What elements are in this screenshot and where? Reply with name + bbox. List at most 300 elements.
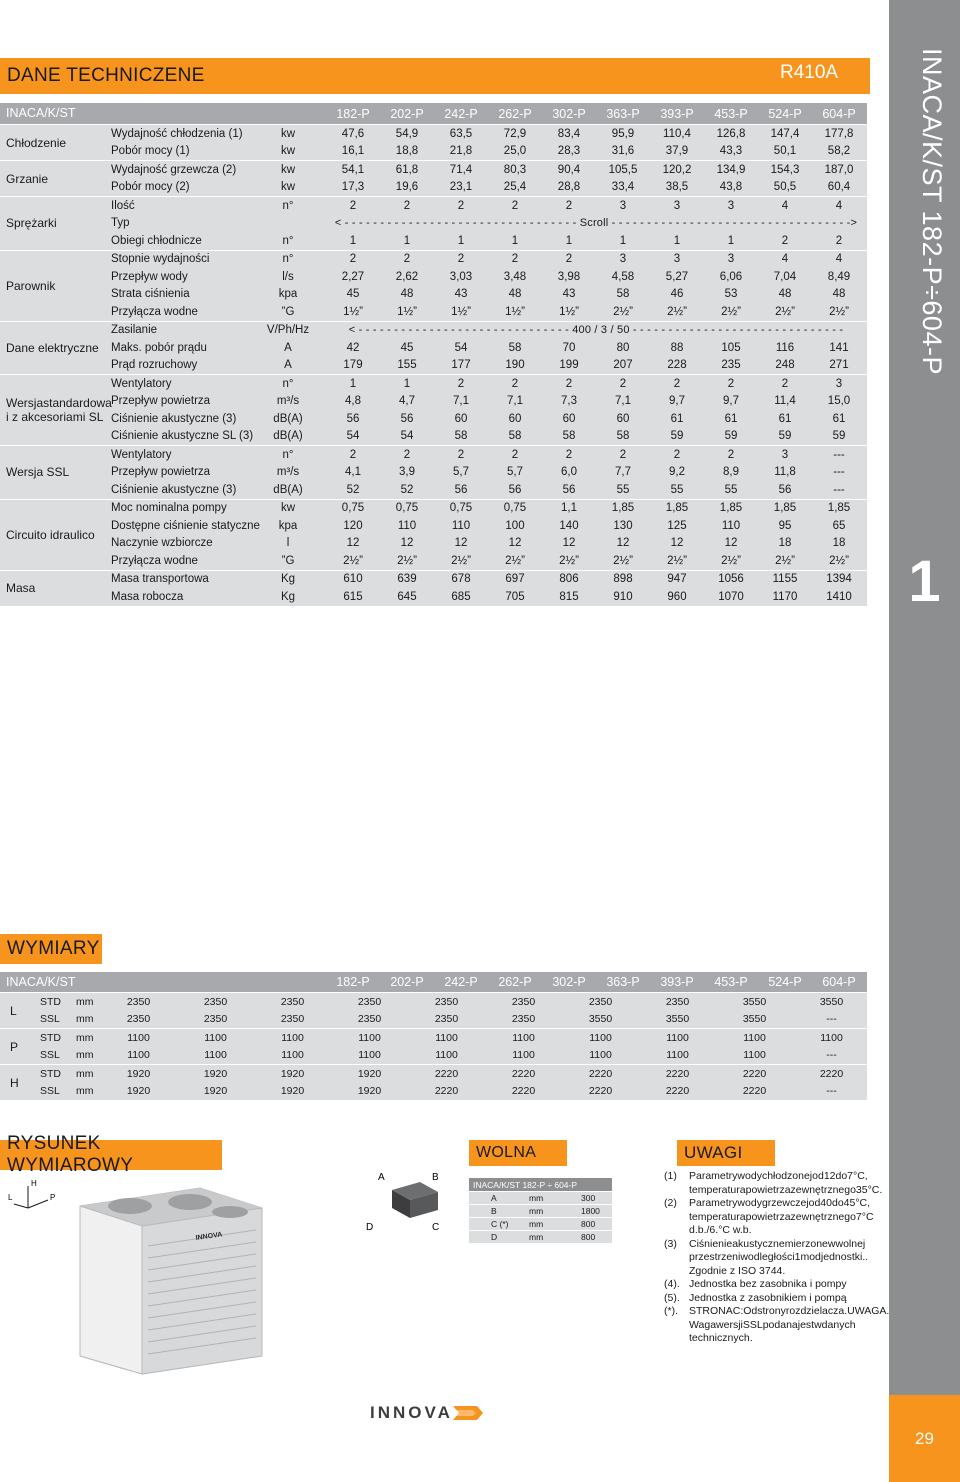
spec-row-unit: l [286, 537, 290, 550]
spec-group [0, 160, 867, 196]
axis-l-label: L [8, 1193, 13, 1202]
spec-cell: 11,8 [774, 466, 796, 479]
dims-model-header: 363-P [606, 975, 640, 989]
page-number: 29 [889, 1395, 960, 1482]
spec-cell: 4 [835, 253, 843, 266]
spec-cell: 2 [349, 448, 357, 461]
spec-row [0, 143, 867, 161]
spec-cell: 4,7 [399, 395, 415, 408]
spec-row-unit: n° [282, 199, 294, 212]
spec-cell: 2 [619, 448, 627, 461]
dims-model-header: 202-P [390, 975, 424, 989]
spec-cell: 45 [400, 341, 414, 354]
spec-cell: 5,7 [507, 466, 523, 479]
spec-row [0, 357, 867, 375]
spec-cell: 615 [343, 590, 363, 603]
note-item [664, 1278, 884, 1292]
spec-group-label: Parownik [6, 278, 56, 293]
spec-row-unit: n° [282, 448, 294, 461]
spec-row [0, 197, 867, 215]
section-title-wolna: WOLNA [476, 1144, 537, 1161]
spec-cell: 110,4 [663, 127, 691, 140]
spec-cell: 3 [673, 253, 681, 266]
spec-cell: 16,1 [341, 145, 365, 158]
dims-cell: 2350 [588, 995, 613, 1008]
spec-row-label: Ciśnienie akustyczne (3) [111, 483, 237, 496]
note-item [664, 1292, 884, 1306]
spec-cell: 58 [454, 430, 468, 443]
spec-cell: 25,0 [503, 145, 527, 158]
spec-cell: 21,8 [449, 145, 473, 158]
dims-cell: 1100 [204, 1031, 227, 1044]
spec-cell: 2 [349, 253, 357, 266]
axis-p-label: P [50, 1193, 56, 1202]
spec-cell: 3 [619, 253, 627, 266]
spec-cell: 54 [400, 430, 414, 443]
spec-cell: 2 [511, 199, 519, 212]
spec-cell: 28,3 [557, 145, 581, 158]
spec-model-header: 262-P [498, 106, 532, 121]
spec-cell: 2,27 [341, 270, 365, 283]
spec-row-unit: dB(A) [273, 412, 303, 425]
spec-cell: 2½” [397, 554, 417, 567]
spec-cell: 2½” [829, 305, 849, 318]
spec-row-unit: Kg [280, 590, 296, 603]
spec-cell: 50,5 [773, 181, 797, 194]
spec-cell: --- [833, 483, 845, 496]
wolna-unit: mm [529, 1232, 544, 1242]
spec-cell: 0,75 [503, 502, 527, 515]
spec-cell: 1½” [505, 305, 525, 318]
spec-cell: 1 [727, 234, 735, 247]
dims-group [0, 1028, 867, 1064]
spec-cell: 2 [457, 199, 465, 212]
section-header-uwagi [677, 1140, 775, 1166]
spec-cell: 1070 [718, 590, 744, 603]
dims-cell: 2350 [126, 1013, 151, 1026]
spec-cell: 2 [511, 377, 519, 390]
dims-cell: --- [826, 1049, 837, 1062]
spec-cell: 1,85 [719, 502, 743, 515]
wolna-row [469, 1230, 612, 1243]
spec-cell: 1,85 [827, 502, 851, 515]
spec-cell: 130 [613, 519, 633, 532]
spec-cell: 2½” [829, 554, 849, 567]
dims-variant: SSL [40, 1085, 60, 1098]
chiller-unit-icon [0, 1166, 290, 1376]
dims-variant: SSL [40, 1049, 60, 1062]
note-key: (3) [664, 1237, 677, 1250]
dims-cell: 1100 [435, 1049, 458, 1062]
spec-cell: 134,9 [716, 163, 746, 176]
spec-cell: 3,9 [399, 466, 415, 479]
dims-cell: 1100 [204, 1049, 227, 1062]
series-vertical-title [897, 48, 955, 408]
spec-group-label: Chłodzenie [6, 135, 67, 150]
chiller-unit-illustration [0, 1166, 290, 1376]
spec-cell: 58 [616, 288, 630, 301]
dims-cell: 2350 [665, 995, 690, 1008]
spec-cell: 177 [451, 359, 471, 372]
spec-cell: 63,5 [449, 127, 473, 140]
spec-cell: 72,9 [503, 127, 527, 140]
spec-table [0, 103, 867, 606]
spec-row [0, 375, 867, 393]
dims-cell: 3550 [588, 1013, 613, 1026]
spec-row-label: Przepływ powietrza [111, 466, 211, 479]
dims-model-header: 262-P [498, 975, 532, 989]
spec-cell: 61 [724, 412, 738, 425]
spec-cell: --- [833, 466, 845, 479]
spec-cell: 58 [616, 430, 630, 443]
spec-cell: 70 [562, 341, 576, 354]
dims-cell: 1920 [280, 1085, 305, 1098]
spec-cell: 110 [721, 519, 741, 532]
spec-group [0, 499, 867, 570]
dims-model-header: 524-P [768, 975, 802, 989]
spec-cell: 960 [667, 590, 687, 603]
spec-row-unit: kw [280, 127, 296, 140]
spec-cell: 4,8 [345, 395, 361, 408]
section-number: 1 [908, 549, 941, 614]
spec-cell: 2 [673, 377, 681, 390]
spec-row-label: Prąd rozruchowy [111, 359, 198, 372]
spec-cell: 12 [562, 537, 576, 550]
spec-cell: 2½” [505, 554, 525, 567]
spec-cell: 0,75 [341, 502, 365, 515]
spec-cell: 56 [346, 412, 360, 425]
spec-cell: 95 [778, 519, 792, 532]
spec-cell: 190 [505, 359, 525, 372]
dims-cell: 2350 [203, 1013, 228, 1026]
spec-cell: 2½” [721, 554, 741, 567]
dims-model-label: INACA/K/ST [6, 975, 76, 989]
note-item [664, 1197, 884, 1238]
dims-cell: 2220 [742, 1085, 767, 1098]
wolna-value: 300 [581, 1193, 596, 1203]
spec-cell: 60 [454, 412, 468, 425]
spec-cell: 12 [670, 537, 684, 550]
spec-cell: 1,85 [611, 502, 635, 515]
spec-row [0, 446, 867, 464]
spec-cell: 59 [832, 430, 846, 443]
spec-cell: 9,2 [669, 466, 685, 479]
dims-unit: mm [76, 1085, 94, 1098]
dims-row [0, 1047, 867, 1065]
dims-cell: 1100 [512, 1049, 535, 1062]
spec-cell: 125 [667, 519, 687, 532]
spec-cell: 235 [721, 359, 741, 372]
corner-a-label: A [378, 1172, 385, 1183]
note-item [664, 1305, 890, 1346]
spec-cell: 2½” [451, 554, 471, 567]
spec-cell: 56 [454, 483, 468, 496]
spec-cell: 1,1 [561, 502, 577, 515]
spec-cell: 806 [559, 573, 579, 586]
dims-cell: 2220 [665, 1067, 690, 1080]
spec-model-header: 524-P [768, 106, 802, 121]
spec-group [0, 570, 867, 606]
dims-cell: 2220 [588, 1067, 613, 1080]
dims-group [0, 992, 867, 1028]
spec-cell: 54,1 [341, 163, 365, 176]
spec-cell: 645 [397, 590, 417, 603]
dims-cell: 3550 [742, 1013, 767, 1026]
spec-cell: 2 [511, 253, 519, 266]
spec-cell: 4,1 [345, 466, 361, 479]
spec-cell: 2 [727, 448, 735, 461]
spec-row-label: Masa robocza [111, 590, 184, 603]
spec-cell: --- [833, 448, 845, 461]
spec-cell: 61 [778, 412, 792, 425]
spec-cell: 147,4 [770, 127, 800, 140]
spec-row [0, 339, 867, 357]
spec-row-unit [258, 215, 318, 233]
spec-cell: 228 [667, 359, 687, 372]
spec-cell: 2½” [721, 305, 741, 318]
spec-cell: 1½” [559, 305, 579, 318]
spec-cell: 61 [670, 412, 684, 425]
spec-cell: 705 [505, 590, 525, 603]
spec-cell: 53 [724, 288, 738, 301]
wolna-unit: mm [529, 1206, 544, 1216]
spec-cell: 2 [349, 199, 357, 212]
spec-row [0, 428, 867, 446]
section-title-uwagi: UWAGI [684, 1143, 743, 1162]
spec-cell: 126,8 [716, 127, 746, 140]
spec-row-label: Masa transportowa [111, 573, 209, 586]
spec-row-unit: n° [282, 253, 294, 266]
spec-cell: 18 [778, 537, 792, 550]
spec-model-header: 604-P [822, 106, 856, 121]
spec-row-unit: ”G [281, 554, 295, 567]
spec-model-header: 182-P [336, 106, 370, 121]
spec-cell: 2 [781, 377, 789, 390]
spec-cell: 1394 [826, 573, 852, 586]
spec-cell: 56 [562, 483, 576, 496]
spec-cell: 2 [457, 377, 465, 390]
spec-cell: 1 [403, 377, 411, 390]
spec-cell: 2½” [613, 554, 633, 567]
spec-cell: 1170 [772, 590, 798, 603]
dims-cell: 1920 [126, 1067, 151, 1080]
spec-row-label: Wentylatory [111, 448, 172, 461]
dims-cell: 2350 [357, 1013, 382, 1026]
dims-cell: 2350 [280, 1013, 305, 1026]
spec-row-label: Ciśnienie akustyczne (3) [111, 412, 237, 425]
spec-cell: 3 [781, 448, 789, 461]
spec-row-label: Moc nominalna pompy [111, 502, 227, 515]
spec-cell: 33,4 [611, 181, 635, 194]
spec-cell: 2½” [559, 554, 579, 567]
spec-cell: 55 [616, 483, 630, 496]
spec-table-body [0, 124, 867, 606]
spec-row [0, 500, 867, 518]
spec-cell: 46 [670, 288, 684, 301]
spec-cell: 2½” [775, 305, 795, 318]
spec-cell: 80,3 [503, 163, 527, 176]
spec-row-unit: kw [280, 145, 296, 158]
sidebar [889, 0, 960, 1482]
spec-row [0, 268, 867, 286]
spec-row-unit: A [284, 359, 292, 372]
innova-logo [370, 1403, 483, 1423]
spec-cell: 2 [403, 448, 411, 461]
dims-cell: 1100 [281, 1049, 304, 1062]
spec-row-label: Maks. pobór prądu [111, 341, 207, 354]
spec-cell: 155 [397, 359, 417, 372]
dims-cell: --- [826, 1085, 837, 1098]
spec-cell: 2 [403, 253, 411, 266]
spec-cell: 48 [832, 288, 846, 301]
wolna-key: A [491, 1193, 497, 1203]
dims-table [0, 972, 867, 1100]
dims-group-letter: P [10, 1039, 19, 1054]
spec-cell: 59 [670, 430, 684, 443]
wolna-row [469, 1191, 612, 1204]
spec-row-unit: V/Ph/Hz [266, 324, 310, 337]
dims-cell: 1920 [357, 1085, 382, 1098]
spec-cell: 2 [565, 199, 573, 212]
spec-cell: 4 [781, 253, 789, 266]
spec-group [0, 124, 867, 160]
spec-cell: 25,4 [503, 181, 527, 194]
spec-row-label: Przepływ wody [111, 270, 188, 283]
spec-row-unit: l/s [282, 270, 294, 283]
axes-icon [14, 1186, 48, 1208]
spec-row-unit: kw [280, 163, 296, 176]
spec-row-unit: ”G [281, 305, 295, 318]
spec-cell: 7,04 [773, 270, 797, 283]
dims-cell: 2220 [742, 1067, 767, 1080]
spec-cell: 2½” [667, 554, 687, 567]
note-item [664, 1170, 884, 1197]
dims-cell: 1100 [281, 1031, 304, 1044]
dims-cell: 1100 [127, 1031, 150, 1044]
dims-cell: 1100 [127, 1049, 150, 1062]
spec-cell: 52 [400, 483, 414, 496]
spec-cell: 61,8 [395, 163, 419, 176]
spec-cell: 65 [832, 519, 846, 532]
logo-text: INNOVA [370, 1403, 453, 1422]
spec-cell: 58 [508, 430, 522, 443]
spec-cell: 19,6 [395, 181, 419, 194]
spec-row [0, 552, 867, 570]
spec-row-unit: A [284, 341, 292, 354]
spec-cell: 4 [835, 199, 843, 212]
spec-cell: 48 [400, 288, 414, 301]
spec-cell: 1 [673, 234, 681, 247]
dims-cell: 2350 [511, 1013, 536, 1026]
spec-row-label: Strata ciśnienia [111, 288, 190, 301]
dims-cell: 2220 [665, 1085, 690, 1098]
wolna-value: 800 [581, 1219, 596, 1229]
spec-cell: 154,3 [770, 163, 800, 176]
dims-model-header: 604-P [822, 975, 856, 989]
note-key: (*). [664, 1305, 678, 1317]
spec-cell: 815 [559, 590, 579, 603]
section-header-dims [0, 934, 102, 964]
spec-cell: 37,9 [665, 145, 689, 158]
spec-row-label: Ilość [111, 199, 135, 212]
spec-cell: 2 [511, 448, 519, 461]
spec-row-unit: kw [280, 181, 296, 194]
spec-cell: 23,1 [449, 181, 473, 194]
dims-variant: SSL [40, 1013, 60, 1026]
spec-row-label: Naczynie wzbiorcze [111, 537, 213, 550]
dims-cell: 1100 [435, 1031, 458, 1044]
spec-cell: 271 [829, 359, 849, 372]
spec-row [0, 125, 867, 143]
spec-row [0, 410, 867, 428]
spec-cell: 248 [775, 359, 795, 372]
spec-row-unit: dB(A) [273, 483, 303, 496]
spec-cell: 116 [775, 341, 795, 354]
spec-row [0, 517, 867, 535]
spec-cell: 60,4 [827, 181, 851, 194]
spec-row [0, 464, 867, 482]
spec-model-header: 393-P [660, 106, 694, 121]
dims-group-letter: H [10, 1075, 19, 1090]
spec-model-header: 242-P [444, 106, 478, 121]
wolna-unit: mm [529, 1193, 544, 1203]
spec-cell: 1,85 [665, 502, 689, 515]
spec-row [0, 481, 867, 499]
spec-row [0, 232, 867, 250]
spec-group [0, 445, 867, 499]
spec-cell: 3 [835, 377, 843, 390]
spec-cell: 18 [832, 537, 846, 550]
spec-cell: 12 [400, 537, 414, 550]
spec-cell: 3 [727, 199, 735, 212]
spec-cell: 95,9 [611, 127, 635, 140]
dims-cell: 1100 [512, 1031, 535, 1044]
note-text: Ciśnienieakustycznemierzonewwolnej przestrzeniwodległości1modjednostki.. Zgodnie z ISO 3744. [689, 1237, 869, 1277]
spec-cell: 80 [616, 341, 630, 354]
dims-cell: 3550 [665, 1013, 690, 1026]
spec-cell: 58,2 [827, 145, 851, 158]
spec-cell: 6,0 [561, 466, 577, 479]
spec-cell: 2 [457, 253, 465, 266]
corner-d-label: D [366, 1222, 374, 1233]
spec-group-label: Masa [6, 581, 36, 595]
spec-cell: 47,6 [341, 127, 365, 140]
refrigerant-label: R410A [780, 62, 839, 83]
spec-row [0, 179, 867, 197]
spec-cell: 60 [508, 412, 522, 425]
spec-cell: 54,9 [395, 127, 419, 140]
spec-row [0, 535, 867, 553]
spec-cell: 55 [724, 483, 738, 496]
spec-cell: 3 [673, 199, 681, 212]
note-item [664, 1238, 884, 1279]
spec-row-label: Ciśnienie akustyczne SL (3) [111, 430, 254, 443]
unit-brand-label: INNOVA [195, 1231, 223, 1242]
spec-cell: 52 [346, 483, 360, 496]
spec-cell: 2 [457, 448, 465, 461]
spec-model-header: 202-P [390, 106, 424, 121]
dims-cell: 2220 [819, 1067, 844, 1080]
spec-row [0, 215, 867, 233]
section-title-tech: DANE TECHNICZENE [7, 65, 205, 86]
spec-cell: 55 [670, 483, 684, 496]
spec-group [0, 321, 867, 375]
spec-cell: 1 [619, 234, 627, 247]
dims-cell: 2350 [434, 1013, 459, 1026]
spec-cell: 685 [451, 590, 471, 603]
spec-row [0, 322, 867, 340]
spec-cell: 7,1 [453, 395, 469, 408]
